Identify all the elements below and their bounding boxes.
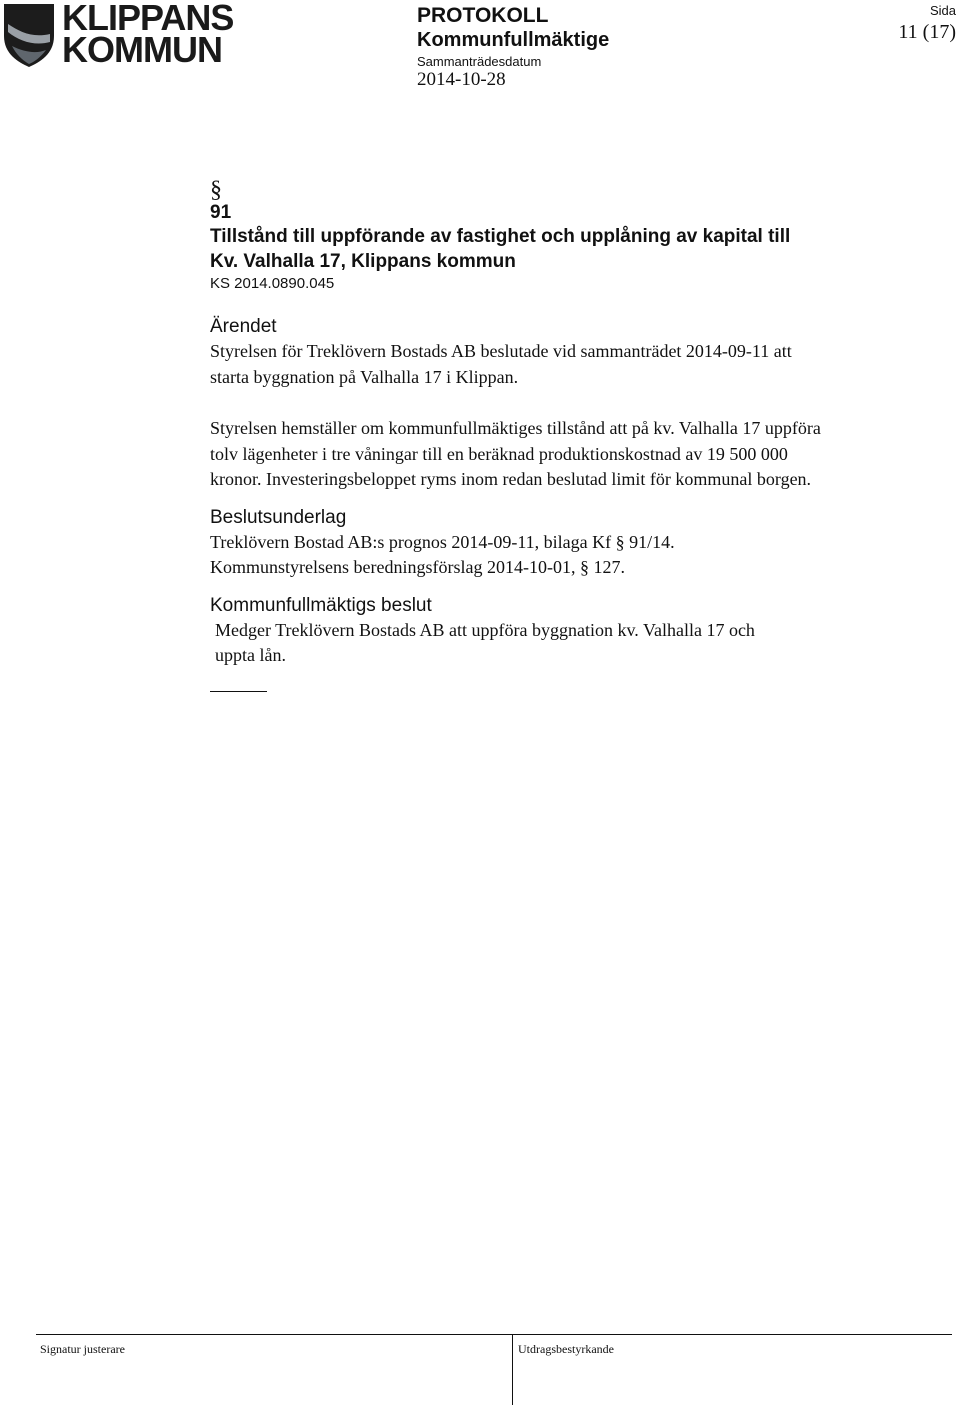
arendet-p1-line-2: starta byggnation på Valhalla 17 i Klippan. — [210, 366, 519, 387]
beslutsunderlag-line-1 — [210, 530, 930, 556]
date-label: Sammanträdesdatum — [417, 54, 542, 69]
protocol-content — [210, 178, 930, 692]
beslutsunderlag-line-2-ref: 127. — [588, 557, 625, 577]
beslutsunderlag-line-2-text: Kommunstyrelsens beredningsförslag 2014-10-01, — [210, 557, 580, 577]
meeting-body: Kommunfullmäktige — [417, 29, 610, 51]
paragraph-symbol-inline: § — [579, 557, 589, 577]
beslut-line-2: uppta lån. — [215, 645, 286, 665]
beslut-line-1: Medger Treklövern Bostads AB att uppföra byggnation kv. Valhalla 17 och — [215, 619, 755, 640]
heading-arendet: Ärendet — [210, 316, 277, 337]
logo-wordmark — [62, 0, 234, 70]
page-number: 11 (17) — [898, 21, 956, 43]
heading-beslut: Kommunfullmäktigs beslut — [210, 594, 432, 616]
municipality-logo — [2, 0, 234, 70]
beslutsunderlag-line-1-ref: 91/14. — [624, 531, 675, 552]
beslutsunderlag-line-2 — [210, 555, 930, 581]
heading-beslutsunderlag: Beslutsunderlag — [210, 506, 347, 528]
coat-of-arms-icon — [2, 2, 58, 68]
document-type: PROTOKOLL — [417, 4, 549, 27]
footer-divider — [512, 1335, 513, 1405]
case-number: KS 2014.0890.045 — [210, 275, 335, 292]
paragraph-symbol: § — [210, 177, 222, 203]
paragraph-symbol-inline: § — [615, 531, 625, 552]
utdragsbestyrkande-label: Utdragsbestyrkande — [518, 1342, 614, 1356]
end-rule — [210, 691, 267, 692]
logo-line-1: KLIPPANS — [62, 0, 234, 38]
section-title-line-2: Kv. Valhalla 17, Klippans kommun — [210, 251, 516, 272]
beslutsunderlag-line-1-text: Treklövern Bostad AB:s prognos 2014-09-11, bilaga Kf — [210, 531, 616, 552]
arendet-p2-line-2: tolv lägenheter i tre våningar till en beräknad produktionskostnad av 19 500 000 — [210, 443, 788, 464]
page-label: Sida — [929, 3, 956, 18]
paragraph-number: 91 — [210, 202, 232, 223]
arendet-p1-line-1: Styrelsen för Treklövern Bostads AB beslutade vid sammanträdet 2014-09-11 att — [210, 341, 792, 361]
logo-line-2: KOMMUN — [62, 29, 222, 70]
arendet-p2-line-3: kronor. Investeringsbeloppet ryms inom redan beslutad limit för kommunal borgen. — [210, 469, 812, 489]
section-title-line-1: Tillstånd till uppförande av fastighet och upplåning av kapital till — [210, 226, 791, 247]
meeting-date: 2014-10-28 — [417, 69, 506, 90]
signature-footer — [36, 1334, 952, 1405]
signature-justerare-label: Signatur justerare — [40, 1342, 125, 1356]
arendet-p2-line-1: Styrelsen hemställer om kommunfullmäktiges tillstånd att på kv. Valhalla 17 uppföra — [210, 418, 821, 438]
